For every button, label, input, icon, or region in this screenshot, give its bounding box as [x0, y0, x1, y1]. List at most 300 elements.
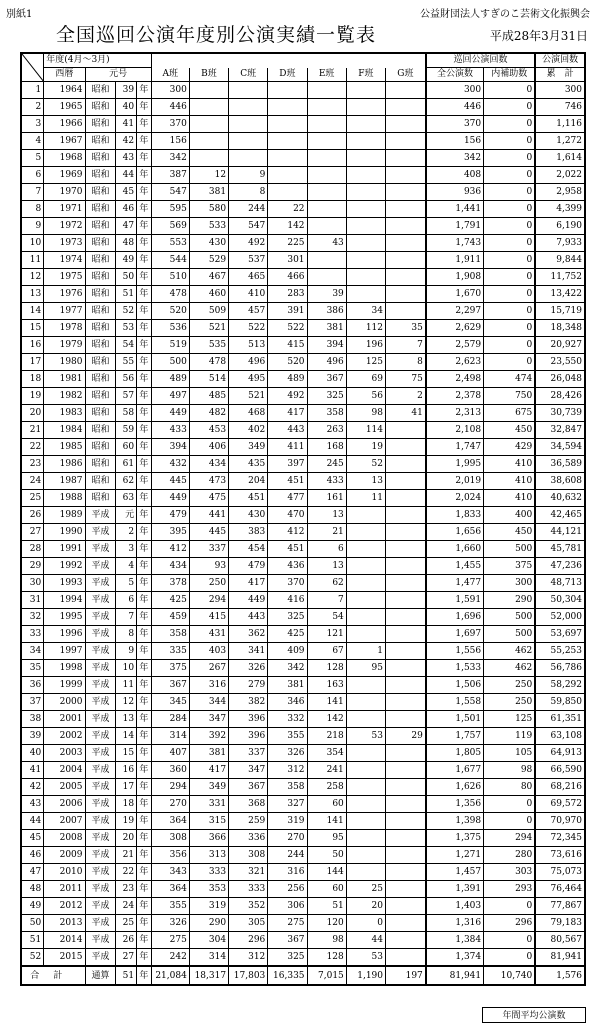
- year-suffix-cell: 年: [137, 405, 152, 422]
- year-suffix-cell: 年: [137, 949, 152, 967]
- table-row: [21, 915, 585, 932]
- table-row: [21, 677, 585, 694]
- b-count-cell: 267: [189, 660, 228, 677]
- total-count-cell: 1,670: [426, 286, 484, 303]
- d-count-cell: 397: [268, 456, 307, 473]
- b-count-cell: 315: [189, 813, 228, 830]
- year-suffix-cell: 年: [137, 643, 152, 660]
- era-name-cell: 昭和: [85, 371, 116, 388]
- total-count-cell: 2,579: [426, 337, 484, 354]
- era-year-cell: 48: [116, 235, 137, 252]
- era-name-cell: 平成: [85, 779, 116, 796]
- subsidized-count-cell: 0: [484, 133, 536, 150]
- g-count-cell: [386, 830, 426, 847]
- western-year-cell: 1994: [44, 592, 85, 609]
- e-count-cell: 54: [307, 609, 346, 626]
- year-suffix-cell: 年: [137, 286, 152, 303]
- western-year-cell: 1990: [44, 524, 85, 541]
- b-count-cell: 381: [189, 184, 228, 201]
- cumulative-count-cell: 42,465: [535, 507, 585, 524]
- b-count-cell: 509: [189, 303, 228, 320]
- row-number-cell: 40: [21, 745, 44, 762]
- row-number-cell: 44: [21, 813, 44, 830]
- c-count-cell: 341: [229, 643, 268, 660]
- subsidized-count-cell: 500: [484, 609, 536, 626]
- cumulative-count-cell: 63,108: [535, 728, 585, 745]
- era-year-cell: 4: [116, 558, 137, 575]
- a-count-cell: 343: [151, 864, 189, 881]
- western-year-cell: 1997: [44, 643, 85, 660]
- year-suffix-cell: 年: [137, 660, 152, 677]
- era-name-cell: 昭和: [85, 184, 116, 201]
- cumulative-count-cell: 77,867: [535, 898, 585, 915]
- western-year-cell: 2012: [44, 898, 85, 915]
- year-suffix-cell: 年: [137, 439, 152, 456]
- e-count-cell: 120: [307, 915, 346, 932]
- d-count-cell: 325: [268, 949, 307, 967]
- cumulative-count-cell: 40,632: [535, 490, 585, 507]
- cumulative-count-cell: 47,236: [535, 558, 585, 575]
- row-number-cell: 18: [21, 371, 44, 388]
- c-count-cell: 465: [229, 269, 268, 286]
- total-count-cell: 1,747: [426, 439, 484, 456]
- era-year-cell: 元: [116, 507, 137, 524]
- cumulative-count-cell: 15,719: [535, 303, 585, 320]
- year-suffix-cell: 年: [137, 456, 152, 473]
- f-count-cell: 0: [346, 915, 385, 932]
- table-row: [21, 303, 585, 320]
- total-count-cell: 2,313: [426, 405, 484, 422]
- era-year-cell: 56: [116, 371, 137, 388]
- row-number-cell: 22: [21, 439, 44, 456]
- c-count-cell: 336: [229, 830, 268, 847]
- a-count-cell: 479: [151, 507, 189, 524]
- cumulative-count-cell: 4,399: [535, 201, 585, 218]
- a-count-cell: 432: [151, 456, 189, 473]
- d-count-cell: [268, 133, 307, 150]
- table-row: [21, 711, 585, 728]
- a-count-cell: 345: [151, 694, 189, 711]
- a-count-cell: 544: [151, 252, 189, 269]
- era-year-cell: 47: [116, 218, 137, 235]
- e-count-cell: 121: [307, 626, 346, 643]
- western-year-cell: 2014: [44, 932, 85, 949]
- row-number-cell: 38: [21, 711, 44, 728]
- era-year-cell: 11: [116, 677, 137, 694]
- table-row: [21, 269, 585, 286]
- table-row: [21, 830, 585, 847]
- d-count-cell: 477: [268, 490, 307, 507]
- a-count-cell: 370: [151, 116, 189, 133]
- table-row: [21, 82, 585, 99]
- e-count-cell: 258: [307, 779, 346, 796]
- row-number-cell: 7: [21, 184, 44, 201]
- row-number-cell: 35: [21, 660, 44, 677]
- total-subsidized: 10,740: [484, 966, 536, 985]
- era-name-cell: 昭和: [85, 269, 116, 286]
- total-years: 51: [116, 966, 137, 985]
- cumulative-count-cell: 58,292: [535, 677, 585, 694]
- year-suffix-cell: 年: [137, 116, 152, 133]
- subsidized-count-cell: 0: [484, 932, 536, 949]
- total-c: 17,803: [229, 966, 268, 985]
- table-row: [21, 337, 585, 354]
- western-year-cell: 1993: [44, 575, 85, 592]
- c-count-cell: 367: [229, 779, 268, 796]
- total-count-cell: 300: [426, 82, 484, 99]
- total-count-cell: 1,995: [426, 456, 484, 473]
- b-count-cell: 521: [189, 320, 228, 337]
- table-row: [21, 286, 585, 303]
- cumulative-count-cell: 23,550: [535, 354, 585, 371]
- row-number-cell: 47: [21, 864, 44, 881]
- row-number-cell: 8: [21, 201, 44, 218]
- g-count-cell: 29: [386, 728, 426, 745]
- f-count-cell: [346, 150, 385, 167]
- subsidized-count-cell: 0: [484, 269, 536, 286]
- western-year-cell: 1986: [44, 456, 85, 473]
- b-count-cell: 529: [189, 252, 228, 269]
- d-count-cell: 358: [268, 779, 307, 796]
- total-count-cell: 1,805: [426, 745, 484, 762]
- f-count-cell: [346, 201, 385, 218]
- a-count-cell: 242: [151, 949, 189, 967]
- row-number-cell: 10: [21, 235, 44, 252]
- era-name-cell: 平成: [85, 949, 116, 967]
- era-year-cell: 41: [116, 116, 137, 133]
- d-count-cell: 412: [268, 524, 307, 541]
- row-number-cell: 17: [21, 354, 44, 371]
- year-suffix-cell: 年: [137, 82, 152, 99]
- b-count-cell: 381: [189, 745, 228, 762]
- year-suffix-cell: 年: [137, 303, 152, 320]
- era-name-cell: 昭和: [85, 235, 116, 252]
- era-name-cell: 平成: [85, 898, 116, 915]
- era-year-cell: 13: [116, 711, 137, 728]
- western-year-cell: 2002: [44, 728, 85, 745]
- cumulative-count-cell: 6,190: [535, 218, 585, 235]
- total-year-suffix: 年: [137, 966, 152, 985]
- b-count-cell: [189, 99, 228, 116]
- era-name-cell: 平成: [85, 626, 116, 643]
- cumulative-count-cell: 26,048: [535, 371, 585, 388]
- row-number-cell: 42: [21, 779, 44, 796]
- western-year-cell: 2008: [44, 830, 85, 847]
- total-count-cell: 1,384: [426, 932, 484, 949]
- western-year-cell: 2007: [44, 813, 85, 830]
- a-count-cell: 478: [151, 286, 189, 303]
- c-count-cell: 352: [229, 898, 268, 915]
- row-number-cell: 51: [21, 932, 44, 949]
- f-count-cell: [346, 575, 385, 592]
- f-count-cell: [346, 541, 385, 558]
- row-number-cell: 13: [21, 286, 44, 303]
- subsidized-count-cell: 250: [484, 694, 536, 711]
- d-count-cell: 367: [268, 932, 307, 949]
- c-count-cell: 305: [229, 915, 268, 932]
- year-suffix-cell: 年: [137, 541, 152, 558]
- cumulative-count-cell: 34,594: [535, 439, 585, 456]
- e-count-cell: 141: [307, 813, 346, 830]
- era-year-cell: 45: [116, 184, 137, 201]
- table-row: [21, 235, 585, 252]
- total-count-cell: 1,591: [426, 592, 484, 609]
- g-count-cell: [386, 660, 426, 677]
- g-count-cell: [386, 507, 426, 524]
- d-count-cell: 319: [268, 813, 307, 830]
- row-number-cell: 34: [21, 643, 44, 660]
- era-name-cell: 平成: [85, 694, 116, 711]
- cumulative-count-cell: 36,589: [535, 456, 585, 473]
- e-count-cell: 6: [307, 541, 346, 558]
- era-name-cell: 平成: [85, 745, 116, 762]
- g-count-cell: [386, 269, 426, 286]
- d-count-cell: 417: [268, 405, 307, 422]
- era-name-cell: 平成: [85, 830, 116, 847]
- total-count-cell: 1,455: [426, 558, 484, 575]
- attachment-label: 別紙1: [6, 9, 33, 20]
- e-count-cell: [307, 252, 346, 269]
- subsidized-count-cell: 500: [484, 541, 536, 558]
- b-count-cell: 406: [189, 439, 228, 456]
- cumulative-count-cell: 75,073: [535, 864, 585, 881]
- era-name-cell: 昭和: [85, 252, 116, 269]
- d-count-cell: 342: [268, 660, 307, 677]
- f-count-cell: 114: [346, 422, 385, 439]
- era-name-cell: 昭和: [85, 473, 116, 490]
- b-count-cell: 430: [189, 235, 228, 252]
- total-e: 7,015: [307, 966, 346, 985]
- f-count-cell: [346, 847, 385, 864]
- era-year-cell: 43: [116, 150, 137, 167]
- b-count-cell: 349: [189, 779, 228, 796]
- row-number-cell: 46: [21, 847, 44, 864]
- e-count-cell: 128: [307, 660, 346, 677]
- year-suffix-cell: 年: [137, 201, 152, 218]
- era-name-cell: 昭和: [85, 388, 116, 405]
- total-count-cell: 2,378: [426, 388, 484, 405]
- g-count-cell: [386, 541, 426, 558]
- total-count-cell: 2,498: [426, 371, 484, 388]
- year-suffix-cell: 年: [137, 898, 152, 915]
- e-count-cell: [307, 99, 346, 116]
- c-count-cell: 443: [229, 609, 268, 626]
- d-count-cell: 370: [268, 575, 307, 592]
- b-count-cell: 453: [189, 422, 228, 439]
- row-number-cell: 45: [21, 830, 44, 847]
- western-year-cell: 2000: [44, 694, 85, 711]
- f-count-cell: 19: [346, 439, 385, 456]
- total-count-cell: 2,623: [426, 354, 484, 371]
- year-suffix-cell: 年: [137, 609, 152, 626]
- subsidized-count-cell: 0: [484, 150, 536, 167]
- cumulative-count-cell: 55,253: [535, 643, 585, 660]
- total-count-cell: 1,677: [426, 762, 484, 779]
- subsidized-count-cell: 0: [484, 337, 536, 354]
- subsidized-count-cell: 0: [484, 235, 536, 252]
- western-year-cell: 2001: [44, 711, 85, 728]
- e-count-cell: 67: [307, 643, 346, 660]
- row-number-cell: 33: [21, 626, 44, 643]
- table-row: [21, 660, 585, 677]
- col-c: C班: [229, 68, 268, 82]
- total-count-cell: 1,374: [426, 949, 484, 967]
- western-year-cell: 1984: [44, 422, 85, 439]
- a-count-cell: 342: [151, 150, 189, 167]
- era-name-cell: 平成: [85, 932, 116, 949]
- table-row: [21, 694, 585, 711]
- western-year-cell: 1970: [44, 184, 85, 201]
- subsidized-count-cell: 0: [484, 167, 536, 184]
- b-count-cell: 485: [189, 388, 228, 405]
- subsidized-count-cell: 0: [484, 218, 536, 235]
- subsidized-count-cell: 429: [484, 439, 536, 456]
- subsidized-count-cell: 300: [484, 575, 536, 592]
- era-name-cell: 平成: [85, 592, 116, 609]
- year-suffix-cell: 年: [137, 252, 152, 269]
- cumulative-count-cell: 1,116: [535, 116, 585, 133]
- cumulative-count-cell: 50,304: [535, 592, 585, 609]
- d-count-cell: 256: [268, 881, 307, 898]
- e-count-cell: [307, 133, 346, 150]
- total-count-cell: 2,019: [426, 473, 484, 490]
- year-suffix-cell: 年: [137, 813, 152, 830]
- f-count-cell: [346, 235, 385, 252]
- a-count-cell: 335: [151, 643, 189, 660]
- e-count-cell: 141: [307, 694, 346, 711]
- f-count-cell: 112: [346, 320, 385, 337]
- g-count-cell: [386, 167, 426, 184]
- e-count-cell: 358: [307, 405, 346, 422]
- d-count-cell: 520: [268, 354, 307, 371]
- western-year-cell: 1989: [44, 507, 85, 524]
- e-count-cell: [307, 218, 346, 235]
- total-all: 81,941: [426, 966, 484, 985]
- b-count-cell: 441: [189, 507, 228, 524]
- page-title: 全国巡回公演年度別公演実績一覧表: [56, 24, 377, 46]
- subsidized-count-cell: 0: [484, 99, 536, 116]
- table-row: [21, 99, 585, 116]
- subsidized-count-cell: 0: [484, 184, 536, 201]
- d-count-cell: [268, 99, 307, 116]
- b-count-cell: 533: [189, 218, 228, 235]
- a-count-cell: 294: [151, 779, 189, 796]
- d-count-cell: 275: [268, 915, 307, 932]
- western-year-cell: 1977: [44, 303, 85, 320]
- year-suffix-cell: 年: [137, 99, 152, 116]
- era-year-cell: 18: [116, 796, 137, 813]
- era-year-cell: 44: [116, 167, 137, 184]
- a-count-cell: 375: [151, 660, 189, 677]
- subsidized-count-cell: 0: [484, 796, 536, 813]
- subsidized-count-cell: 410: [484, 456, 536, 473]
- b-count-cell: 392: [189, 728, 228, 745]
- western-year-cell: 1964: [44, 82, 85, 99]
- c-count-cell: 244: [229, 201, 268, 218]
- b-count-cell: 415: [189, 609, 228, 626]
- f-count-cell: 53: [346, 949, 385, 967]
- western-year-cell: 1978: [44, 320, 85, 337]
- annual-average-note: 年間平均公演数: [482, 1007, 586, 1023]
- b-count-cell: 344: [189, 694, 228, 711]
- row-number-cell: 43: [21, 796, 44, 813]
- f-count-cell: 52: [346, 456, 385, 473]
- e-count-cell: 241: [307, 762, 346, 779]
- e-count-cell: 7: [307, 592, 346, 609]
- e-count-cell: 245: [307, 456, 346, 473]
- performance-table: [20, 52, 586, 986]
- era-year-cell: 7: [116, 609, 137, 626]
- year-suffix-cell: 年: [137, 932, 152, 949]
- c-count-cell: 410: [229, 286, 268, 303]
- total-count-cell: 1,316: [426, 915, 484, 932]
- era-name-cell: 平成: [85, 677, 116, 694]
- g-count-cell: [386, 422, 426, 439]
- western-year-cell: 1985: [44, 439, 85, 456]
- western-year-cell: 1975: [44, 269, 85, 286]
- c-count-cell: 333: [229, 881, 268, 898]
- a-count-cell: 433: [151, 422, 189, 439]
- table-container: [20, 52, 586, 986]
- g-count-cell: [386, 456, 426, 473]
- e-count-cell: 50: [307, 847, 346, 864]
- d-count-cell: 415: [268, 337, 307, 354]
- b-count-cell: 337: [189, 541, 228, 558]
- c-count-cell: 259: [229, 813, 268, 830]
- a-count-cell: 358: [151, 626, 189, 643]
- total-count-cell: 1,911: [426, 252, 484, 269]
- col-cumulative: 累 計: [535, 68, 585, 82]
- e-count-cell: 62: [307, 575, 346, 592]
- b-count-cell: 431: [189, 626, 228, 643]
- total-count-cell: 408: [426, 167, 484, 184]
- d-count-cell: 301: [268, 252, 307, 269]
- f-count-cell: [346, 626, 385, 643]
- era-year-cell: 62: [116, 473, 137, 490]
- row-number-cell: 41: [21, 762, 44, 779]
- era-year-cell: 49: [116, 252, 137, 269]
- f-count-cell: 98: [346, 405, 385, 422]
- a-count-cell: 364: [151, 881, 189, 898]
- year-suffix-cell: 年: [137, 490, 152, 507]
- subsidized-count-cell: 0: [484, 320, 536, 337]
- d-count-cell: [268, 116, 307, 133]
- subsidized-count-cell: 0: [484, 949, 536, 967]
- era-year-cell: 54: [116, 337, 137, 354]
- table-row: [21, 575, 585, 592]
- e-count-cell: 98: [307, 932, 346, 949]
- cumulative-count-cell: 2,958: [535, 184, 585, 201]
- table-row: [21, 813, 585, 830]
- d-count-cell: 416: [268, 592, 307, 609]
- western-year-cell: 1965: [44, 99, 85, 116]
- row-number-cell: 28: [21, 541, 44, 558]
- a-count-cell: 553: [151, 235, 189, 252]
- western-year-cell: 1969: [44, 167, 85, 184]
- b-count-cell: 333: [189, 864, 228, 881]
- era-name-cell: 平成: [85, 524, 116, 541]
- g-count-cell: [386, 439, 426, 456]
- c-count-cell: 396: [229, 728, 268, 745]
- f-count-cell: [346, 286, 385, 303]
- table-row: [21, 558, 585, 575]
- year-suffix-cell: 年: [137, 864, 152, 881]
- year-suffix-cell: 年: [137, 133, 152, 150]
- b-count-cell: 316: [189, 677, 228, 694]
- era-name-cell: 昭和: [85, 303, 116, 320]
- corner-cell: [21, 53, 44, 82]
- total-count-cell: 1,398: [426, 813, 484, 830]
